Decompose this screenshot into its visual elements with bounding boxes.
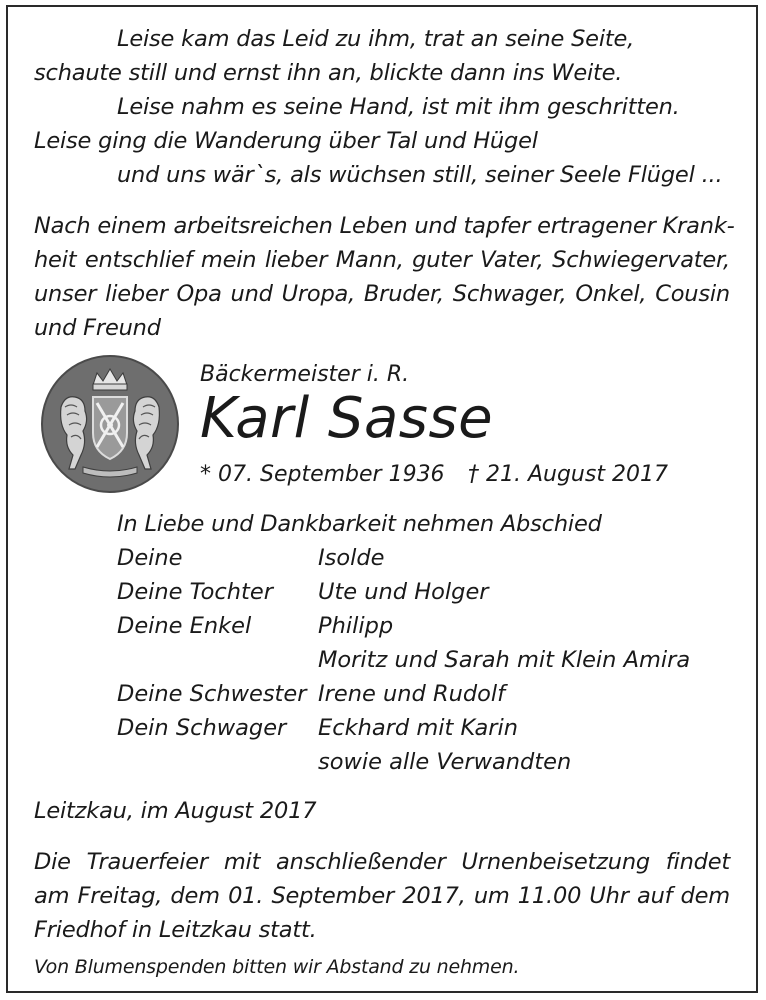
intro-line-4: und Freund xyxy=(34,315,161,341)
deceased-title: Bäckermeister i. R. xyxy=(200,362,410,387)
death-date: † 21. August 2017 xyxy=(468,462,668,487)
funeral-line-1: Die Trauerfeier mit anschließender Urnenbeisetzung findet xyxy=(34,849,730,875)
flower-note: Von Blumenspenden bitten wir Abstand zu nehmen. xyxy=(34,956,520,978)
mourner-relation: Dein Schwager xyxy=(117,715,287,741)
intro-line-2: heit entschlief mein lieber Mann, guter Vater, Schwiegervater, xyxy=(34,247,730,273)
poem-line-5: und uns wär`s, als wüchsen still, seiner Seele Flügel ... xyxy=(117,162,723,188)
intro-line-1: Nach einem arbeitsreichen Leben und tapfer ertragener Krank- xyxy=(34,213,735,239)
birth-date: * 07. September 1936 xyxy=(200,462,445,487)
baker-guild-coat-of-arms-icon xyxy=(41,355,179,493)
mourners-heading: In Liebe und Dankbarkeit nehmen Abschied xyxy=(117,511,602,537)
mourner-names: Moritz und Sarah mit Klein Amira xyxy=(318,647,691,673)
funeral-line-2: am Freitag, dem 01. September 2017, um 11.00 Uhr auf dem xyxy=(34,883,730,909)
mourner-relation: Deine xyxy=(117,545,183,571)
poem-line-4: Leise ging die Wanderung über Tal und Hügel xyxy=(34,128,538,154)
place-date: Leitzkau, im August 2017 xyxy=(34,798,317,824)
mourner-names: Philipp xyxy=(318,613,394,639)
poem-line-2: schaute still und ernst ihn an, blickte dann ins Weite. xyxy=(34,60,623,86)
funeral-line-3: Friedhof in Leitzkau statt. xyxy=(34,917,317,943)
mourner-names: sowie alle Verwandten xyxy=(318,749,572,775)
poem-line-3: Leise nahm es seine Hand, ist mit ihm geschritten. xyxy=(117,94,680,120)
intro-line-3: unser lieber Opa und Uropa, Bruder, Schwager, Onkel, Cousin xyxy=(34,281,730,307)
mourner-names: Eckhard mit Karin xyxy=(318,715,518,741)
mourner-names: Isolde xyxy=(318,545,385,571)
mourner-relation: Deine Tochter xyxy=(117,579,273,605)
mourner-names: Irene und Rudolf xyxy=(318,681,506,707)
deceased-name: Karl Sasse xyxy=(200,386,494,451)
mourner-relation: Deine Enkel xyxy=(117,613,252,639)
poem-line-1: Leise kam das Leid zu ihm, trat an seine Seite, xyxy=(117,26,635,52)
mourner-names: Ute und Holger xyxy=(318,579,489,605)
mourner-relation: Deine Schwester xyxy=(117,681,307,707)
